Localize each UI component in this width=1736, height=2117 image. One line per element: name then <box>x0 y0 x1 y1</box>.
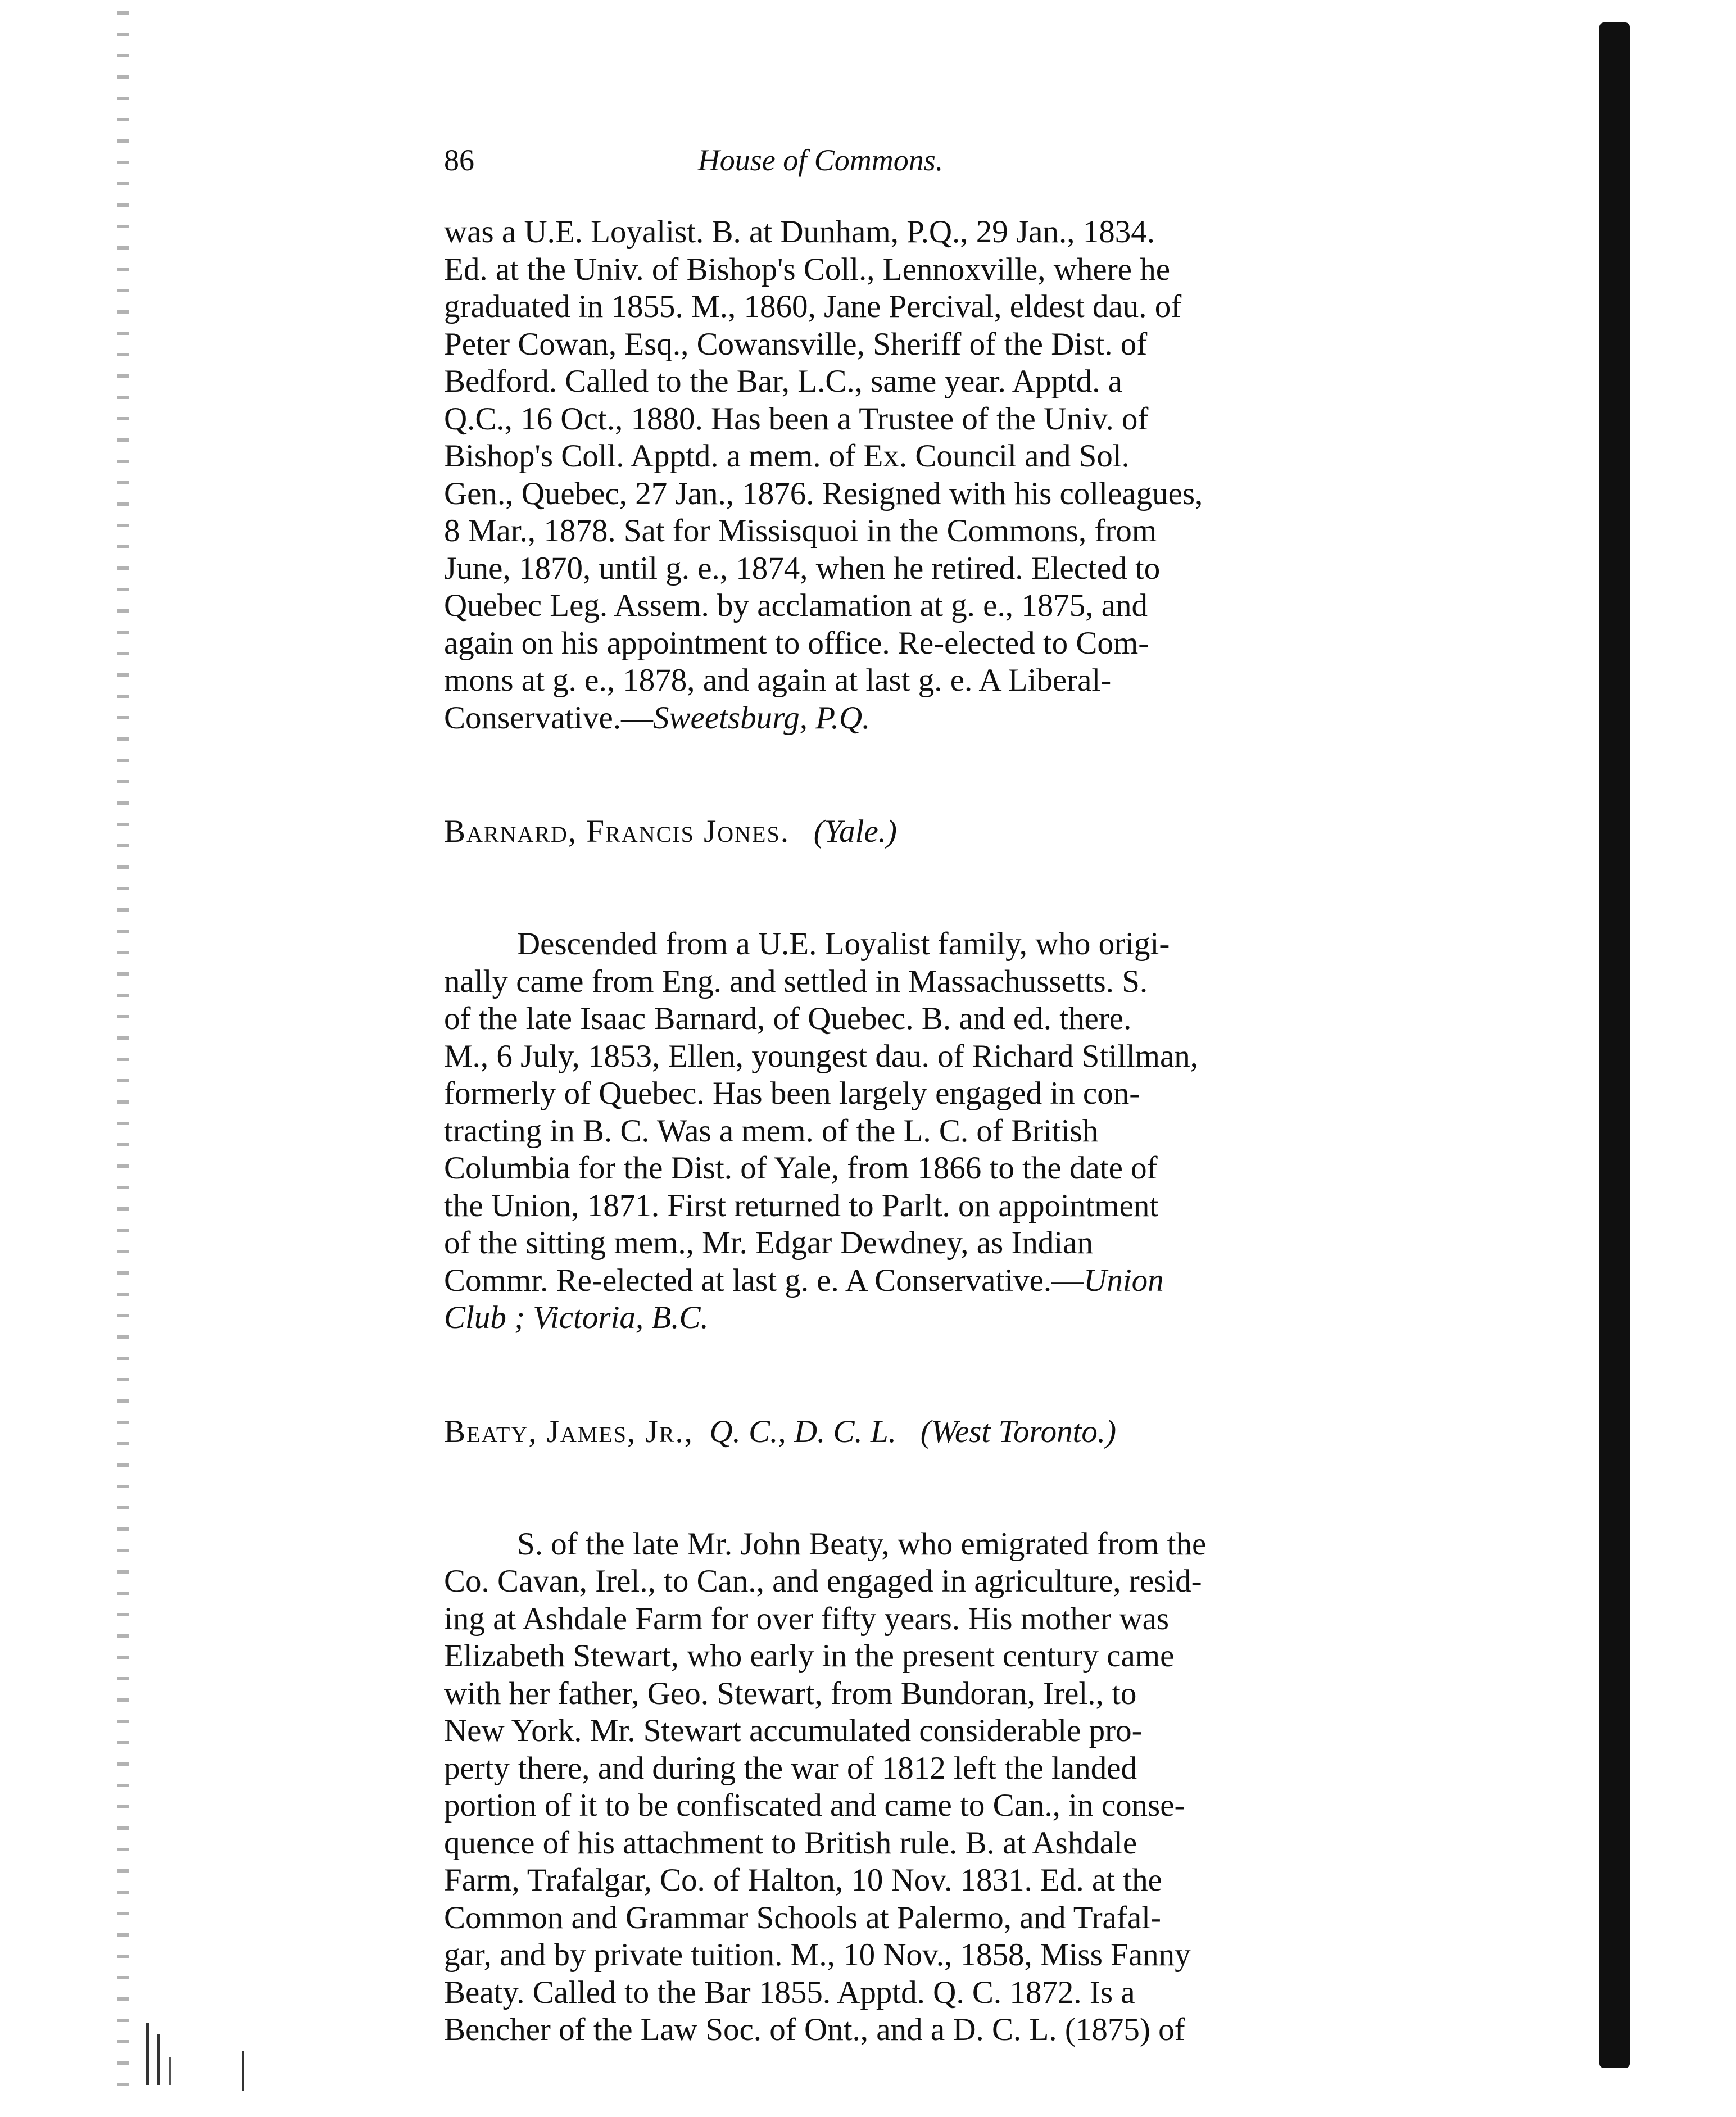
text-line: Bedford. Called to the Bar, L.C., same year. Apptd. a <box>444 364 1123 399</box>
text-line: 8 Mar., 1878. Sat for Missisquoi in the Commons, from <box>444 513 1157 548</box>
page-edge-shadow <box>1599 22 1630 2068</box>
text-line: of the late Isaac Barnard, of Quebec. B. and ed. there. <box>444 1001 1132 1036</box>
text-line: perty there, and during the war of 1812 left the landed <box>444 1750 1137 1786</box>
constituency: (Yale.) <box>813 814 898 849</box>
address-part: Union <box>1084 1262 1164 1298</box>
text-line: Elizabeth Stewart, who early in the present century came <box>444 1638 1175 1674</box>
entry-heading-barnard <box>444 813 1472 850</box>
text-line: again on his appointment to office. Re-elected to Com- <box>444 625 1149 661</box>
page-body <box>444 214 1472 2049</box>
text-line: quence of his attachment to British rule. B. at Ashdale <box>444 1825 1137 1861</box>
text-line: Columbia for the Dist. of Yale, from 1866 to the date of <box>444 1150 1158 1186</box>
scan-smudge-marks <box>140 2012 253 2096</box>
entry-2-paragraph <box>444 926 1472 1337</box>
text-line: with her father, Geo. Stewart, from Bundoran, Irel., to <box>444 1675 1137 1711</box>
constituency: (West Toronto.) <box>920 1413 1117 1449</box>
text-line: graduated in 1855. M., 1860, Jane Percival, eldest dau. of <box>444 289 1182 324</box>
entry-heading-beaty <box>444 1413 1472 1450</box>
text-line: tracting in B. C. Was a mem. of the L. C. of British <box>444 1113 1099 1149</box>
entry-3-paragraph <box>444 1526 1472 2049</box>
text-line: nally came from Eng. and settled in Massachussetts. S. <box>444 963 1148 999</box>
text-line: Quebec Leg. Assem. by acclamation at g. e., 1875, and <box>444 588 1148 623</box>
text-line: Ed. at the Univ. of Bishop's Coll., Lennoxville, where he <box>444 251 1171 287</box>
text-line: Gen., Quebec, 27 Jan., 1876. Resigned with his colleagues, <box>444 475 1203 511</box>
text-line: formerly of Quebec. Has been largely engaged in con- <box>444 1076 1140 1111</box>
member-titles: Q. C., D. C. L. <box>709 1413 896 1449</box>
text-line: was a U.E. Loyalist. B. at Dunham, P.Q., 29 Jan., 1834. <box>444 214 1155 250</box>
text-line: June, 1870, until g. e., 1874, when he retired. Elected to <box>444 550 1161 586</box>
text-line: Co. Cavan, Irel., to Can., and engaged in agriculture, resid- <box>444 1563 1202 1599</box>
text-line: Peter Cowan, Esq., Cowansville, Sheriff of the Dist. of <box>444 326 1148 362</box>
text-line: gar, and by private tuition. M., 10 Nov., 1858, Miss Fanny <box>444 1937 1191 1973</box>
entry-1-paragraph <box>444 214 1472 737</box>
member-name: Barnard, Francis Jones. <box>444 814 790 849</box>
text-line <box>444 1262 1472 1300</box>
text-line: Bencher of the Law Soc. of Ont., and a D. C. L. (1875) of <box>444 2012 1185 2047</box>
text-line: Common and Grammar Schools at Palermo, and Trafal- <box>444 1900 1161 1935</box>
text-line: mons at g. e., 1878, and again at last g. e. A Liberal- <box>444 663 1112 698</box>
text-line: Descended from a U.E. Loyalist family, who origi- <box>517 926 1170 962</box>
text-fragment: Conservative.— <box>444 700 654 736</box>
page-number: 86 <box>444 143 474 177</box>
text-line: S. of the late Mr. John Beaty, who emigrated from the <box>517 1526 1207 1562</box>
binding-gutter-marks <box>117 11 129 2102</box>
text-line: New York. Mr. Stewart accumulated considerable pro- <box>444 1713 1143 1748</box>
text-line: portion of it to be confiscated and came to Can., in conse- <box>444 1788 1185 1823</box>
member-name: Beaty, James, Jr., <box>444 1413 694 1449</box>
text-line: M., 6 July, 1853, Ellen, youngest dau. of Richard Stillman, <box>444 1038 1199 1074</box>
text-line: Q.C., 16 Oct., 1880. Has been a Trustee of the Univ. of <box>444 401 1149 437</box>
running-head: House of Commons. <box>697 143 944 177</box>
text-line: Beaty. Called to the Bar 1855. Apptd. Q. C. 1872. Is a <box>444 1974 1135 2010</box>
text-line: ing at Ashdale Farm for over fifty years. His mother was <box>444 1601 1170 1637</box>
text-line-last <box>444 700 1472 737</box>
address: Club ; Victoria, B.C. <box>444 1300 709 1335</box>
text-line: Farm, Trafalgar, Co. of Halton, 10 Nov. 1831. Ed. at the <box>444 1862 1162 1898</box>
text-line: the Union, 1871. First returned to Parlt. on appointment <box>444 1187 1159 1223</box>
text-fragment: Commr. Re-elected at last g. e. A Conservative.— <box>444 1262 1084 1298</box>
address: Sweetsburg, P.Q. <box>653 700 871 736</box>
page-header <box>444 135 1197 185</box>
text-line: of the sitting mem., Mr. Edgar Dewdney, as Indian <box>444 1225 1094 1261</box>
text-line: Bishop's Coll. Apptd. a mem. of Ex. Council and Sol. <box>444 438 1130 474</box>
